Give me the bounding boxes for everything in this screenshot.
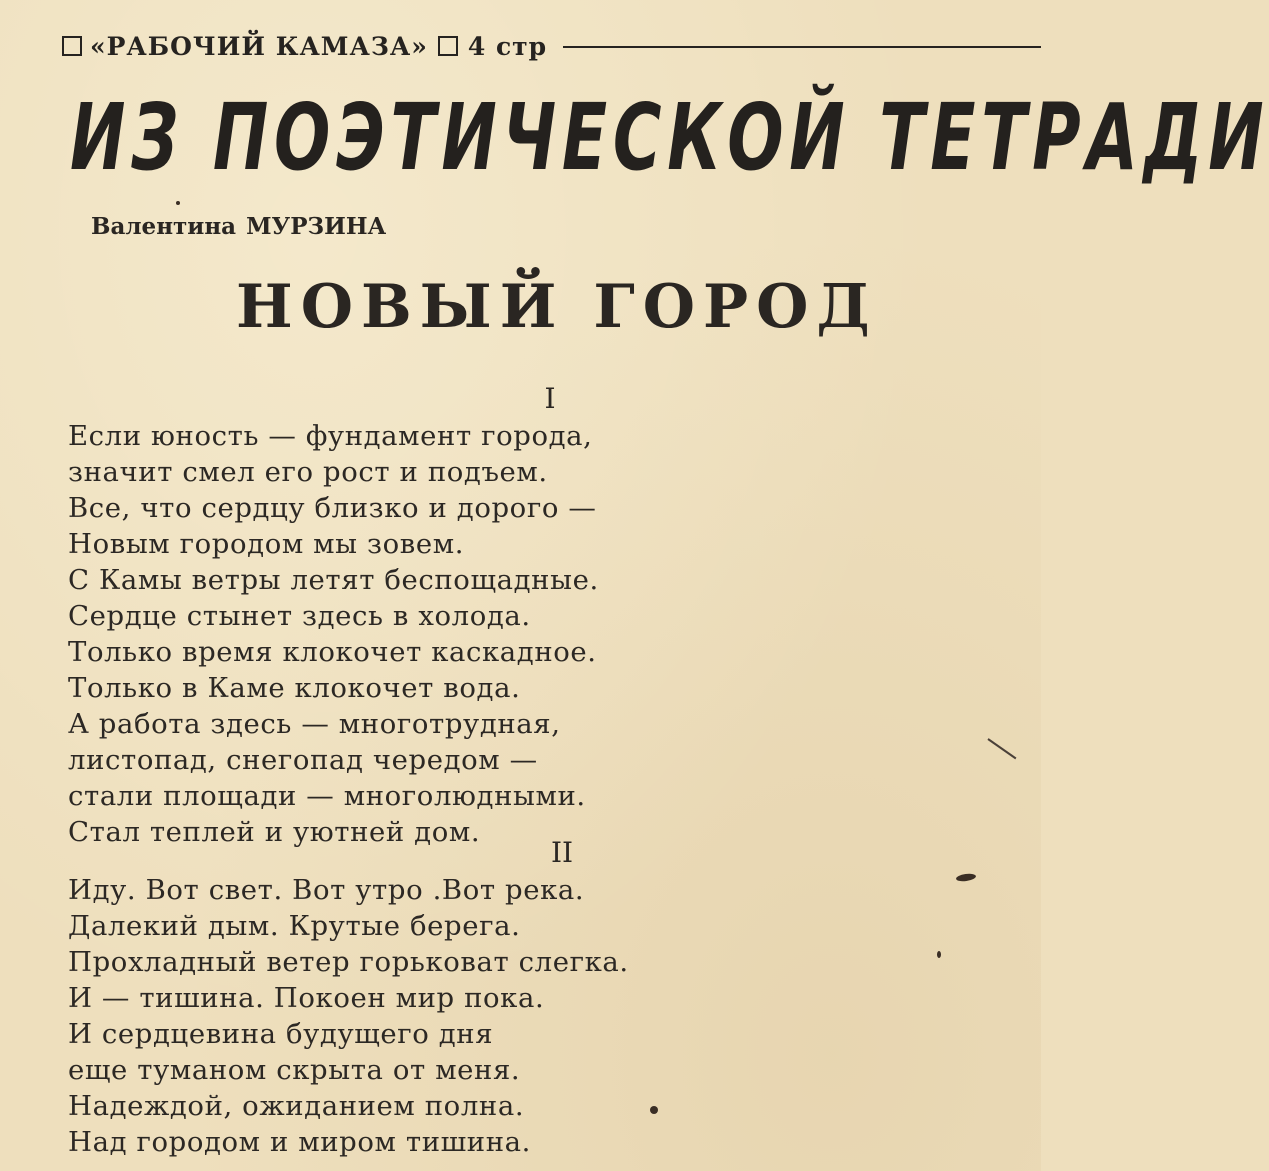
author-byline [91, 213, 386, 240]
section-number: I [544, 382, 556, 415]
square-bullet-icon [62, 36, 82, 56]
poem-title: НОВЫЙ ГОРОД [236, 272, 878, 342]
poem-line: Стал теплей и уютней дом. [68, 816, 481, 848]
square-bullet-icon [438, 36, 458, 56]
stanza-2 [68, 872, 629, 1160]
poem-line: еще туманом скрыта от меня. [68, 1054, 521, 1086]
poem-line: значит смел его рост и подъем. [68, 456, 548, 488]
poem-line: Только время клокочет каскадное. [68, 636, 597, 668]
poem-line: Далекий дым. Крутые берега. [68, 910, 521, 942]
author-last-name: МУРЗИНА [246, 213, 387, 240]
poem-line: Новым городом мы зовем. [68, 528, 465, 560]
poem-line: Все, что сердцу близко и дорого — [68, 492, 597, 524]
poem-line: Только в Каме клокочет вода. [68, 672, 521, 704]
poem-line: Сердце стынет здесь в холода. [68, 600, 531, 632]
page-number: 4 стр [467, 31, 548, 61]
publication-name: «РАБОЧИЙ КАМАЗА» [90, 31, 428, 61]
poem-line: И сердцевина будущего дня [68, 1018, 494, 1050]
rubric-heading: ИЗ ПОЭТИЧЕСКОЙ ТЕТРАДИ [70, 84, 1269, 191]
ink-speck [937, 951, 941, 958]
poem-line: стали площади — многолюдными. [68, 780, 586, 812]
poem-line: Надеждой, ожиданием полна. [68, 1090, 525, 1122]
poem-line: Иду. Вот свет. Вот утро .Вот река. [68, 874, 585, 906]
header-rule [563, 46, 1041, 48]
ink-speck [650, 1106, 658, 1114]
ink-speck [176, 201, 180, 205]
page-header [62, 28, 1041, 64]
section-number: II [550, 836, 574, 869]
author-first-name: Валентина [91, 213, 237, 240]
poem-line: С Камы ветры летят беспощадные. [68, 564, 599, 596]
poem-line: Над городом и миром тишина. [68, 1126, 531, 1158]
poem-line: А работа здесь — многотрудная, [68, 708, 561, 740]
poem-line: Если юность — фундамент города, [68, 420, 593, 452]
stanza-1 [68, 418, 599, 850]
ink-blot [956, 873, 977, 883]
poem-line: Прохладный ветер горьковат слегка. [68, 946, 629, 978]
paper-scratch [987, 738, 1016, 759]
poem-line: И — тишина. Покоен мир пока. [68, 982, 545, 1014]
poem-line: листопад, снегопад чередом — [68, 744, 538, 776]
